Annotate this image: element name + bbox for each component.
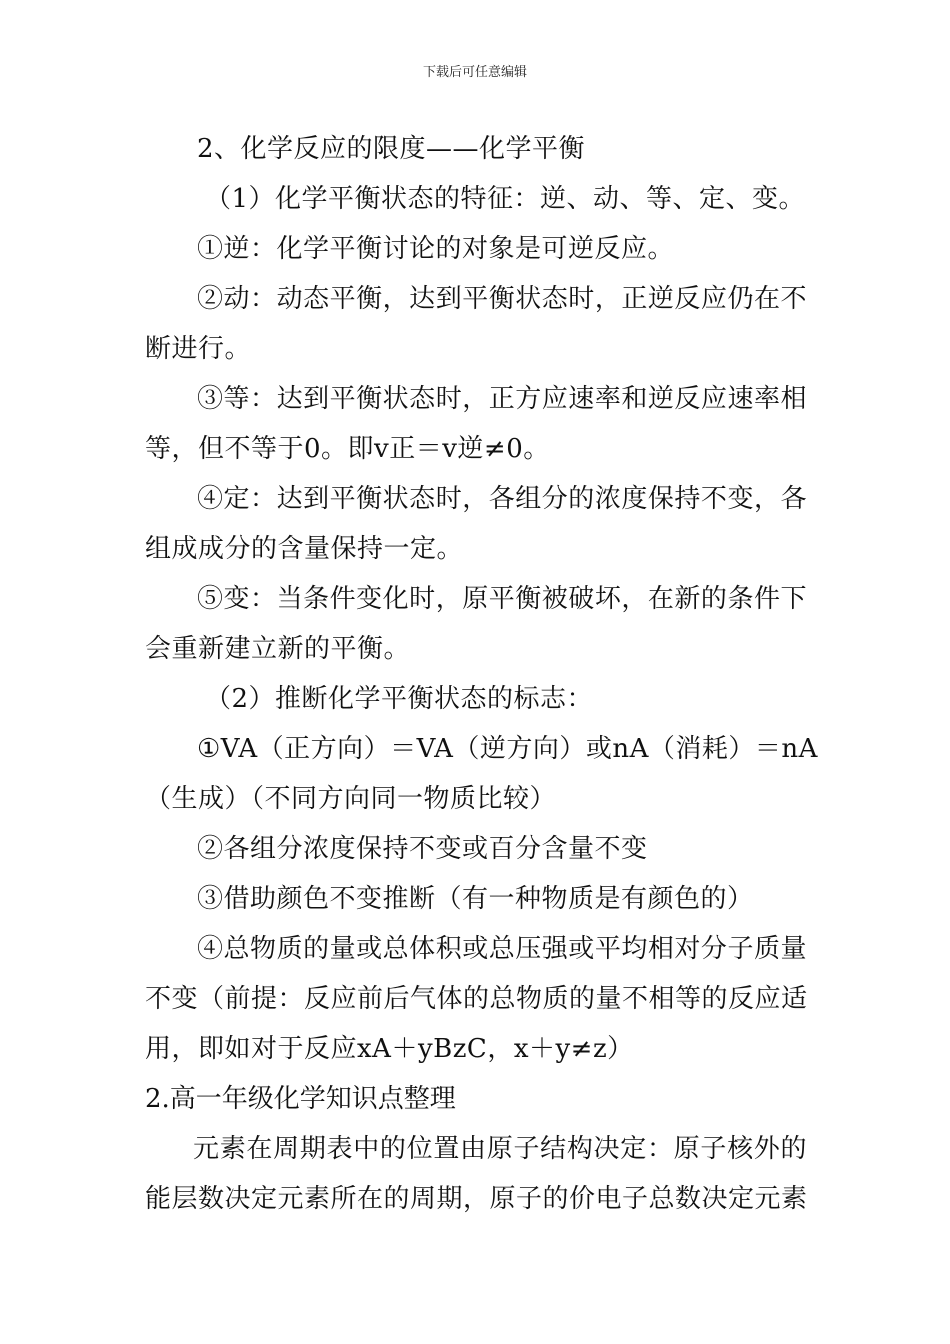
paragraph-line: 元素在周期表中的位置由原子结构决定：原子核外的: [193, 1134, 807, 1164]
subsection-heading: （2）推断化学平衡状态的标志：: [205, 684, 594, 714]
paragraph-line: ②动：动态平衡，达到平衡状态时，正逆反应仍在不: [197, 284, 807, 314]
paragraph-line: ②各组分浓度保持不变或百分含量不变: [197, 834, 648, 864]
section-title: 2.高一年级化学知识点整理: [145, 1084, 456, 1114]
paragraph-line: 会重新建立新的平衡。: [145, 634, 411, 664]
paragraph-line: 能层数决定元素所在的周期，原子的价电子总数决定元素: [145, 1184, 808, 1214]
document-body: [145, 124, 818, 1224]
paragraph-line: ③借助颜色不变推断（有一种物质是有颜色的）: [197, 884, 754, 914]
section-heading: 2、化学反应的限度——化学平衡: [197, 134, 586, 164]
paragraph-line: ④总物质的量或总体积或总压强或平均相对分子质量: [197, 934, 807, 964]
paragraph-line: 用，即如对于反应xA＋yBzC，x＋y≠z）: [145, 1034, 634, 1064]
paragraph-line: （生成）（不同方向同一物质比较）: [145, 784, 557, 814]
paragraph-line: 组成成分的含量保持一定。: [145, 534, 464, 564]
paragraph-line: ③等：达到平衡状态时，正方应速率和逆反应速率相: [197, 384, 807, 414]
subsection-heading: （1）化学平衡状态的特征：逆、动、等、定、变。: [205, 184, 806, 214]
paragraph-line: ④定：达到平衡状态时，各组分的浓度保持不变，各: [197, 484, 807, 514]
page-header: 下载后可任意编辑: [422, 65, 527, 80]
paragraph-line: ①逆：化学平衡讨论的对象是可逆反应。: [197, 234, 675, 264]
paragraph-line: ①VA（正方向）＝VA（逆方向）或nA（消耗）＝nA: [197, 734, 818, 764]
paragraph-line: 断进行。: [145, 334, 252, 364]
paragraph-line: ⑤变：当条件变化时，原平衡被破坏，在新的条件下: [197, 584, 807, 614]
paragraph-line: 不变（前提：反应前后气体的总物质的量不相等的反应适: [145, 984, 808, 1014]
paragraph-line: 等，但不等于0。即v正＝v逆≠0。: [145, 434, 550, 464]
